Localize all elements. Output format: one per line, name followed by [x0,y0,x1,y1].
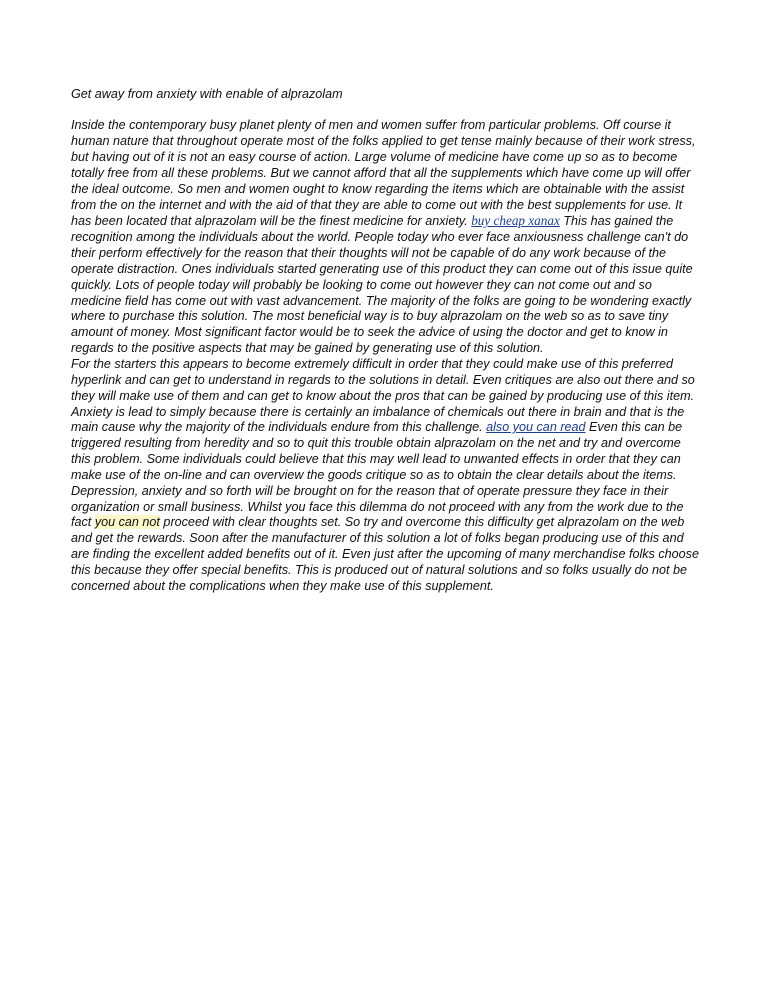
paragraph-spacer [71,103,701,119]
paragraph-3-text-a: Depression, anxiety and so forth will be brought on for the reason that of operate pressure they face in their organization or small business. Whilst you face this dilemma do not proceed with any from the work due to the fact [71,483,684,530]
paragraph-3 [71,484,701,595]
paragraph-1 [71,118,701,357]
buy-cheap-xanax-link[interactable]: buy cheap xanax [471,213,560,229]
paragraph-1-text-a: Inside the contemporary busy planet plenty of men and women suffer from particular problems. Off course it human nature that throughout operate most of the folks applied to get tense mainly because of their work stress, but having out of it is not an easy course of action. Large volume of medicine have come up so as to become totally free from all these problems. But we cannot afford that all the supplements which have come up will offer the ideal outcome. So men and women ought to know regarding the items which are obtainable with the assist from the on the internet and with the aid of that they are able to come out with the best supplements for use. It has been located that alprazolam will be the finest medicine for anxiety. [71,118,696,229]
paragraph-2 [71,357,701,484]
document-title: Get away from anxiety with enable of alprazolam [71,87,343,101]
document-page [71,86,701,595]
paragraph-3-text-b: proceed with clear thoughts set. So try and overcome this difficulty get alprazolam on the web and get the rewards. Soon after the manufacturer of this solution a lot of folks began producing use of this and are finding the excellent added benefits out of it. Even just after the upcoming of many merchandise folks choose this because they offer special benefits. This is produced out of natural solutions and so folks usually do not be concerned about the complications when they make use of this supplement. [71,515,699,593]
paragraph-1-text-b: This has gained the recognition among the individuals about the world. People today who ever face anxiousness challenge can't do their perform effectively for the reason that their thoughts will not be capable of do any work because of the operate distraction. Ones individuals started generating use of this product they can come out of this issue quite quickly. Lots of people today will probably be looking to come out however they can not come out and so medicine field has come out with vast advancement. The majority of the folks are going to be wondering exactly where to purchase this solution. The most beneficial way is to buy alprazolam on the web so as to save tiny amount of money. Most significant factor would be to seek the advice of using the doctor and get to know in regards to the positive aspects that may be gained by generating use of this solution. [71,214,693,356]
paragraph-2-text-a: For the starters this appears to become extremely difficult in order that they could make use of this preferred hyperlink and can get to understand in regards to the solutions in detail. Even critiques are also out there and so they will make use of them and can get to know about the pros that can be gained by producing use of this item. Anxiety is lead to simply because there is certainly an imbalance of chemicals out there in brain and that is the main cause why the majority of the individuals endure from this challenge. [71,357,695,435]
highlighted-text: you can not [94,515,160,530]
paragraph-2-text-b: Even this can be triggered resulting from heredity and so to quit this trouble obtain alprazolam on the net and try and overcome this problem. Some individuals could believe that this may well lead to unwanted effects in order that they can make use of the on-line and can overview the goods critique so as to obtain the clear details about the items. [71,420,683,482]
also-you-can-read-link[interactable]: also you can read [486,420,586,435]
